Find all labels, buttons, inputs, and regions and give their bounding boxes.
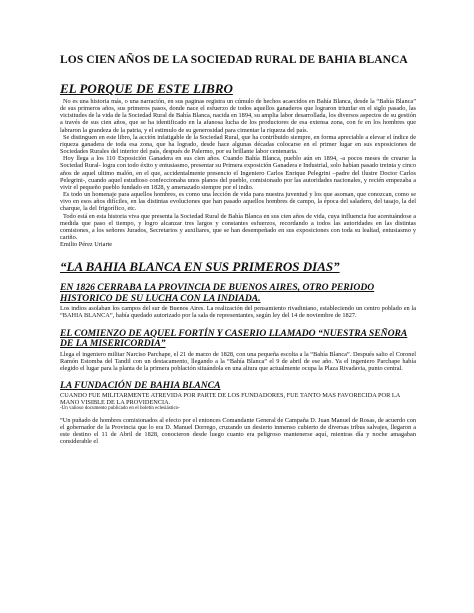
subheading-fortin: EL COMIENZO DE AQUEL FORTÍN Y CASERIO LLAMADO “NUESTRA SEÑORA DE LA MISERICORDIA” bbox=[60, 327, 408, 350]
section-porque-body bbox=[60, 98, 416, 248]
paragraph: Es todo un homenaje para aquellos hombres, es como una lección de vida para nuestra juventud y los que asoman, que conozcan, como se vivo en esos años difíciles, en las distintas evoluciones que han pasado aquellos hombres de campo, la época del saladero, del tasajo, la del charque, la del frigorífico, etc. bbox=[60, 191, 416, 213]
paragraph: Hoy llega a los 110 Exposición Ganadera en sus cien años. Cuando Bahía Blanca, pueblo aún en 1894, -a pocos meses de crearse la Sociedad Rural- logra con todo éxito y entusiasmo, presentar su Primera exposición Ganadera e Industrial, solo habían pasado treinta y cinco años de aquel ultimo malón, en el que, accidentalmente presencio el Ingeniero Carlos Enrique Pelegrini –padre del ilustre Doctor Carlos Pelegrini-, cuando aquel estudioso confeccionaba unos planos del pueblo, comisionado por las autoridades nacionales, y recién empezaba a vivir el pequeño pueblo fundado en 1828, y amenazado siempre por el indio. bbox=[60, 155, 416, 191]
paragraph: Llega el ingeniero militar Narciso Parchape, el 21 de marzo de 1828, con una pequeña escolta a la “Bahía Blanca”. Después salio el Coronel Ramón Estomba del Tandil con un destacamento, llegando a la “Bahía Blanca” el 9 de abril de ese año. Ya el ingeniero Parchape había elegido el lugar para la planta de la primera población situándola en una altura que actualmente ocupa la Plaza Rivadavia, punto central. bbox=[60, 350, 416, 372]
subheading-1826: EN 1826 CERRABA LA PROVINCIA DE BUENOS AIRES, OTRO PERIODO HISTORICO DE SU LUCHA CON LA INDIADA. bbox=[60, 282, 375, 304]
subheading-subtitle: CUANDO FUE MILITARMENTE ATREVIDA POR PARTE DE LOS FUNDADORES, FUE TANTO MAS FAVORECIDA POR LA MANO VISIBLE DE LA PROVIDENCIA. bbox=[60, 391, 400, 406]
paragraph: Se distinguen en este libro, la acción infatigable de la Sociedad Rural, que ha contribuido siempre, en forma apreciable a elevar el índice de riqueza ganadera de toda esa zona, que ha logrado, desde hace algunas décadas colocarse en el primer lugar en sus exposiciones de Sociedades Rurales del interior del país, después de Palermo, por su brillante labor centenaria. bbox=[60, 133, 416, 156]
paragraph: No es una historia más, o una narración, en sus paginas registra un cúmulo de hechos acaecidos en Bahía Blanca, desde la “Bahía Blanca” de sus primeros años, sus primeros pasos, donde nace el esfuerzo de todos aquellos ganaderos que lograron triunfar en el siglo pasado, las vicisitudes de la vida de la Sociedad Rural de Bahía Blanca, nacida en 1894, su amplia labor desarrollada, los diversos aspectos de su gestión a través de sus cien años, que se ha identificado en la afanosa lucha de los productores de esa extensa zona, con fe en los hombres que labraron la grandeza de la patria, y el estimulo de su generosidad para cimentar la riqueza del país. bbox=[60, 98, 416, 134]
document-page bbox=[60, 54, 416, 446]
section-heading-primeros-dias: “LA BAHIA BLANCA EN SUS PRIMEROS DIAS” bbox=[60, 259, 340, 275]
paragraph: Los indios asolaban los campos del sur de Buenos Aires. La realización del pensamiento rivadiniano, estableciendo un centro poblado en la “BAHIA BLANCA”, había quedado autorizado por la sala de representantes, según ley del 14 de noviembre de 1827. bbox=[60, 305, 416, 320]
signature: Emilio Pérez Uriarte bbox=[60, 241, 113, 249]
source-note: -Un valioso documento publicado en el boletín eclesiástico- bbox=[60, 405, 180, 411]
section-heading-porque: EL PORQUE DE ESTE LIBRO bbox=[60, 81, 233, 96]
subheading-fundacion: LA FUNDACIÓN DE BAHIA BLANCA bbox=[60, 380, 221, 392]
paragraph: “Un puñado de hombres comisionados al efecto por el entonces Comandante General de Campaña D. Juan Manuel de Rosas, de acuerdo con el gobernador de la Provincia que lo era D. Manuel Dorrego, cruzando un desierto inmenso cubierto de diversas tribus salvajes, llegaron a este destino el 11 de Abril de 1828, conocieron desde luego cuanto era peligroso mantenerse aquí, mientras día y noche amagaban considerable el bbox=[60, 416, 416, 446]
paragraph: Todo está en esta historia viva que presenta la Sociedad Rural de Bahía Blanca en sus cien años de vida, cuya influencia fue acentuándose a medida que paso el tiempo, y logro alcanzar tres largos y constantes esfuerzos, recordando a todos las autoridades en las distintas comisiones, a los señores Jurados, Secretarios y auxiliares, que se han desempeñado en sus exposiciones con toda su lealtad, entusiasmo y cariño. bbox=[60, 212, 416, 241]
document-title: LOS CIEN AÑOS DE LA SOCIEDAD RURAL DE BAHIA BLANCA bbox=[60, 54, 408, 66]
